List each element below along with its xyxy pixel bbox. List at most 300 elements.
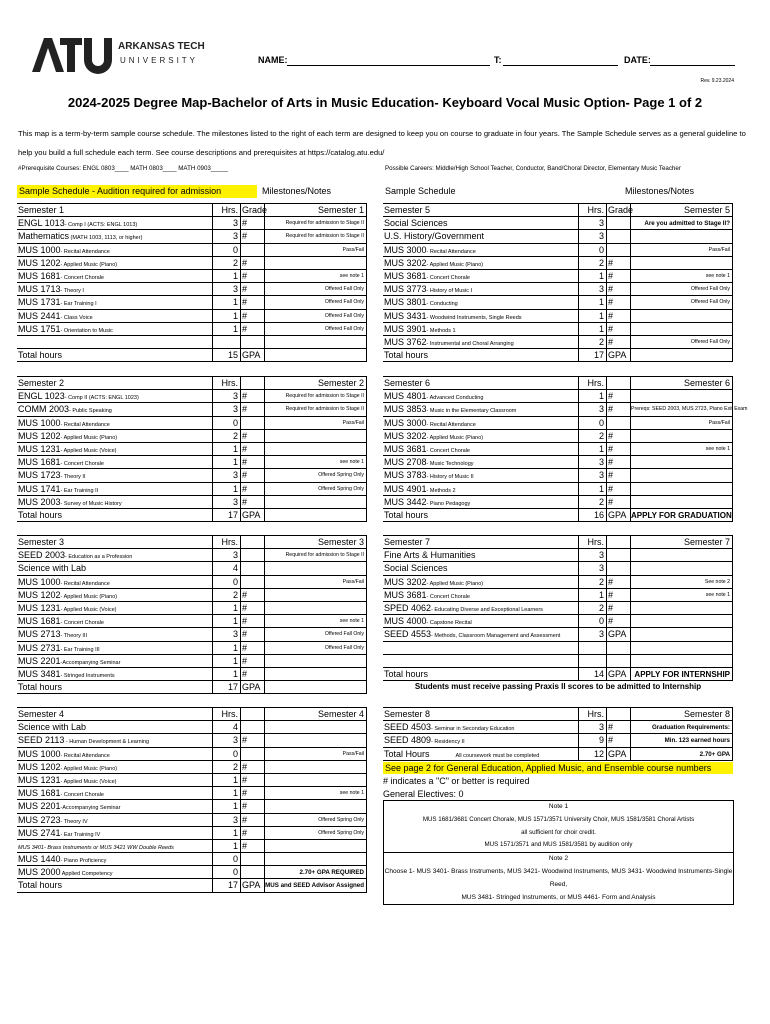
course-desc: - Woodwind Instruments, Single Reeds bbox=[426, 314, 522, 321]
milestone-note bbox=[631, 469, 733, 481]
course-hours: 1 bbox=[579, 296, 607, 308]
course-row bbox=[383, 602, 733, 615]
grade-header bbox=[607, 377, 631, 389]
course-row bbox=[383, 230, 733, 243]
grade-header: Grade bbox=[608, 205, 634, 215]
course-hours: 1 bbox=[213, 787, 241, 799]
course-grade[interactable]: # bbox=[241, 270, 265, 282]
total-row bbox=[17, 509, 367, 522]
milestone-note: Are you admitted to Stage II? bbox=[631, 217, 733, 229]
course-desc: - Concert Chorale bbox=[60, 792, 104, 799]
course-code: MUS 1681 bbox=[18, 457, 61, 468]
course-hours: 0 bbox=[213, 417, 241, 429]
semester-8 bbox=[383, 707, 733, 761]
course-cell bbox=[383, 323, 579, 335]
course-row bbox=[383, 336, 733, 349]
milestone-note bbox=[265, 443, 367, 455]
course-cell bbox=[383, 562, 579, 574]
course-desc: - Ear Training III bbox=[60, 646, 100, 653]
course-code: MUS 1681 bbox=[18, 270, 61, 281]
course-row bbox=[383, 615, 733, 628]
course-grade[interactable]: # bbox=[241, 496, 265, 508]
course-desc: - Concert Chorale bbox=[426, 447, 470, 454]
milestone-note: Required for admission to Stage II bbox=[265, 230, 367, 242]
course-grade[interactable]: # bbox=[607, 615, 631, 627]
hrs-header: Hrs. bbox=[213, 536, 241, 548]
course-grade[interactable]: # bbox=[607, 323, 631, 335]
course-cell bbox=[383, 230, 579, 242]
course-code: Science with Lab bbox=[18, 563, 87, 574]
course-hours bbox=[213, 336, 241, 348]
course-grade[interactable]: # bbox=[607, 257, 631, 269]
total-milestone: APPLY FOR GRADUATION bbox=[631, 510, 732, 520]
milestone-note bbox=[631, 323, 733, 335]
course-grade[interactable]: # bbox=[607, 296, 631, 308]
course-cell bbox=[383, 283, 579, 295]
course-hours: 3 bbox=[579, 217, 607, 229]
course-desc: - Theory III bbox=[60, 633, 88, 640]
course-hours: 3 bbox=[213, 217, 241, 229]
semester-header-row bbox=[383, 204, 733, 217]
course-hours: 4 bbox=[213, 562, 241, 574]
course-row bbox=[17, 496, 367, 509]
course-grade[interactable] bbox=[607, 655, 631, 667]
course-desc: - Capstone Recital bbox=[426, 620, 472, 627]
course-cell bbox=[383, 430, 579, 442]
course-hours: 1 bbox=[579, 483, 607, 495]
course-hours: 1 bbox=[579, 310, 607, 322]
milestone-title: Semester 3 bbox=[265, 536, 367, 548]
course-desc: - Applied Music (Piano) bbox=[60, 765, 118, 772]
course-grade[interactable] bbox=[241, 748, 265, 760]
course-cell bbox=[383, 270, 579, 282]
milestone-note bbox=[265, 589, 367, 601]
course-row bbox=[383, 549, 733, 562]
course-desc: - Piano Proficiency bbox=[60, 858, 107, 865]
course-row bbox=[17, 403, 367, 416]
milestone-note: Required for admission to Stage II bbox=[265, 217, 367, 229]
milestone-note: 2.70+ GPA REQUIRED bbox=[265, 866, 367, 878]
course-cell bbox=[17, 562, 213, 574]
course-row bbox=[17, 787, 367, 800]
course-row bbox=[383, 721, 733, 734]
milestone-note: Offered Spring Only bbox=[265, 827, 367, 839]
course-row bbox=[17, 602, 367, 615]
course-grade[interactable] bbox=[607, 244, 631, 256]
total-label-text: Total hours bbox=[18, 682, 63, 693]
course-row bbox=[17, 668, 367, 681]
course-grade[interactable]: # bbox=[241, 734, 265, 746]
course-row bbox=[383, 323, 733, 336]
course-row bbox=[17, 589, 367, 602]
course-row bbox=[383, 443, 733, 456]
course-grade[interactable]: # bbox=[241, 403, 265, 415]
milestone-note: Offered Spring Only bbox=[265, 469, 367, 481]
milestone-note bbox=[631, 230, 733, 242]
milestone-note: see note 1 bbox=[265, 615, 367, 627]
course-cell bbox=[17, 761, 213, 773]
course-desc: - Applied Music (Piano) bbox=[426, 261, 484, 268]
milestone-note: Required for admission to Stage II bbox=[265, 403, 367, 415]
date-field[interactable] bbox=[650, 65, 735, 66]
course-grade[interactable]: # bbox=[607, 270, 631, 282]
milestone-note: Offered Spring Only bbox=[265, 814, 367, 826]
course-grade[interactable] bbox=[241, 721, 265, 733]
date-label: DATE: bbox=[624, 55, 651, 65]
course-row bbox=[17, 443, 367, 456]
gpa-label: GPA bbox=[241, 879, 265, 891]
note1-line3: MUS 1571/3571 and MUS 1581/3581 by audition only bbox=[484, 841, 633, 849]
course-hours: 0 bbox=[579, 417, 607, 429]
course-code: ENGL 1013 bbox=[18, 218, 65, 229]
course-desc: - Instrumental and Choral Arranging bbox=[426, 340, 514, 347]
course-grade[interactable]: # bbox=[241, 602, 265, 614]
milestone-note: see note 1 bbox=[265, 456, 367, 468]
course-row bbox=[17, 469, 367, 482]
course-desc: - Concert Chorale bbox=[426, 274, 470, 281]
course-grade[interactable]: # bbox=[241, 296, 265, 308]
course-grade[interactable]: # bbox=[607, 336, 631, 348]
milestone-note: Pass/Fail bbox=[265, 748, 367, 760]
course-grade[interactable]: # bbox=[241, 655, 265, 667]
milestone-note bbox=[631, 642, 733, 654]
course-grade[interactable] bbox=[241, 417, 265, 429]
course-row bbox=[17, 853, 367, 866]
course-grade[interactable]: # bbox=[607, 483, 631, 495]
sample-schedule-right-header: Sample Schedule bbox=[385, 186, 456, 196]
course-code: MUS 2201 bbox=[18, 801, 61, 812]
course-cell bbox=[383, 549, 579, 561]
course-code: SEED 4553 bbox=[384, 629, 432, 640]
course-code: SEED 4503 bbox=[384, 722, 432, 733]
course-grade[interactable] bbox=[607, 562, 631, 574]
general-electives: General Electives: 0 bbox=[383, 789, 464, 799]
course-row bbox=[17, 840, 367, 853]
course-row bbox=[17, 866, 367, 879]
course-code: MUS 3681 bbox=[384, 589, 427, 600]
course-grade[interactable]: # bbox=[241, 456, 265, 468]
course-desc: - Music Technology bbox=[426, 461, 474, 468]
course-row bbox=[17, 549, 367, 562]
milestone-note bbox=[631, 655, 733, 667]
course-desc: MUS 3401- Brass Instruments or MUS 3421 WW Double Reeds bbox=[18, 844, 174, 851]
course-hours: 0 bbox=[213, 748, 241, 760]
total-milestone bbox=[265, 509, 367, 521]
milestone-note bbox=[265, 721, 367, 733]
course-desc: - History of Music II bbox=[426, 474, 474, 481]
course-grade[interactable]: # bbox=[607, 469, 631, 481]
milestone-note: Offered Fall Only bbox=[265, 283, 367, 295]
course-grade[interactable] bbox=[241, 866, 265, 878]
note2-title: Note 2 bbox=[384, 852, 733, 866]
course-grade[interactable] bbox=[607, 217, 631, 229]
course-desc: - Recital Attendance bbox=[60, 248, 110, 255]
course-grade[interactable]: # bbox=[241, 483, 265, 495]
course-grade[interactable]: # bbox=[241, 589, 265, 601]
course-row bbox=[17, 417, 367, 430]
course-code: MUS 3431 bbox=[384, 310, 427, 321]
course-desc: - Survey of Music History bbox=[60, 500, 122, 507]
total-label-text: Total Hours bbox=[384, 748, 430, 759]
course-grade[interactable]: GPA bbox=[607, 628, 631, 640]
course-grade[interactable] bbox=[241, 576, 265, 588]
course-hours: 0 bbox=[213, 866, 241, 878]
course-cell bbox=[17, 483, 213, 495]
course-code: MUS 1231 bbox=[18, 602, 61, 613]
milestone-note: Pass/Fail bbox=[265, 417, 367, 429]
course-grade[interactable]: # bbox=[607, 403, 631, 415]
total-milestone: 2.70+ GPA bbox=[631, 748, 733, 760]
course-cell bbox=[17, 403, 213, 415]
course-cell bbox=[17, 549, 213, 561]
course-grade[interactable]: # bbox=[607, 576, 631, 588]
milestone-title: Semester 4 bbox=[265, 708, 367, 720]
t-field[interactable] bbox=[503, 65, 618, 66]
course-cell bbox=[17, 283, 213, 295]
course-desc: -Accompanying Seminar bbox=[60, 659, 121, 666]
milestone-note bbox=[631, 257, 733, 269]
milestone-note bbox=[265, 774, 367, 786]
course-desc: - Conducting bbox=[426, 301, 458, 308]
course-grade[interactable] bbox=[241, 549, 265, 561]
course-row bbox=[383, 403, 748, 416]
milestone-note: see note 1 bbox=[265, 787, 367, 799]
course-grade[interactable]: # bbox=[241, 310, 265, 322]
milestone-note: Min. 123 earned hours bbox=[631, 734, 733, 746]
course-grade[interactable]: # bbox=[241, 774, 265, 786]
course-code: ENGL 1023 bbox=[18, 391, 65, 402]
course-code: MUS 1731 bbox=[18, 297, 61, 308]
course-hours: 1 bbox=[213, 456, 241, 468]
course-grade[interactable] bbox=[241, 853, 265, 865]
milestone-note: Pass/Fail bbox=[631, 244, 733, 256]
total-row bbox=[17, 681, 367, 694]
course-code: MUS 4801 bbox=[384, 391, 427, 402]
course-cell bbox=[383, 721, 579, 733]
course-cell bbox=[17, 323, 213, 335]
hrs-header: Hrs. bbox=[579, 708, 607, 720]
course-hours: 2 bbox=[213, 761, 241, 773]
course-code: MUS 1000 bbox=[18, 576, 61, 587]
course-desc: - Ear Training II bbox=[60, 487, 99, 494]
course-grade[interactable]: # bbox=[607, 496, 631, 508]
course-desc: - Theory I bbox=[60, 288, 84, 295]
course-grade[interactable] bbox=[241, 244, 265, 256]
intro-text: This map is a term-by-term sample course schedule. The milestones listed to the right of each term are designed to keep you on course to graduate in four years. The Sample Schedule serves as a general guideline to help you build a full schedule each term. See course descriptions and prerequisites at https://catalog.atu.edu/ bbox=[18, 129, 746, 157]
course-code: MUS 1751 bbox=[18, 323, 61, 334]
course-desc: - Music in the Elementary Classroom bbox=[426, 408, 517, 415]
course-grade[interactable]: # bbox=[607, 310, 631, 322]
course-code: SEED 2113 bbox=[18, 735, 65, 746]
course-grade[interactable] bbox=[607, 549, 631, 561]
total-row bbox=[383, 349, 733, 362]
course-code: MUS 3762 bbox=[384, 336, 427, 347]
course-grade[interactable]: # bbox=[607, 589, 631, 601]
course-grade[interactable]: # bbox=[607, 283, 631, 295]
course-code: MUS 1741 bbox=[18, 483, 61, 494]
course-cell bbox=[17, 390, 213, 402]
course-hours: 2 bbox=[579, 336, 607, 348]
course-desc: - Ear Training I bbox=[60, 301, 97, 308]
course-grade[interactable]: # bbox=[241, 230, 265, 242]
course-desc: - Applied Music (Piano) bbox=[426, 434, 484, 441]
course-grade[interactable]: # bbox=[241, 840, 265, 852]
semester-header-row bbox=[17, 204, 367, 217]
course-hours: 2 bbox=[579, 576, 607, 588]
course-cell bbox=[17, 270, 213, 282]
total-row bbox=[17, 879, 367, 892]
milestone-note bbox=[265, 761, 367, 773]
course-code: Social Sciences bbox=[384, 218, 448, 229]
course-grade[interactable] bbox=[607, 642, 631, 654]
course-desc: - Recital Attendance bbox=[426, 248, 476, 255]
course-hours: 3 bbox=[213, 469, 241, 481]
total-hours-value: 17 bbox=[213, 681, 241, 693]
course-grade[interactable]: # bbox=[241, 628, 265, 640]
name-field[interactable] bbox=[287, 65, 490, 66]
course-cell bbox=[17, 430, 213, 442]
course-grade[interactable]: # bbox=[241, 814, 265, 826]
milestone-note: Offered Fall Only bbox=[631, 296, 733, 308]
course-hours: 3 bbox=[213, 283, 241, 295]
course-grade[interactable]: # bbox=[241, 800, 265, 812]
course-grade[interactable]: # bbox=[241, 642, 265, 654]
milestone-title: Semester 1 bbox=[265, 204, 367, 216]
milestone-note: Offered Fall Only bbox=[631, 283, 733, 295]
course-code: MUS 3681 bbox=[384, 270, 427, 281]
hrs-header: Hrs. bbox=[579, 377, 607, 389]
course-grade[interactable]: # bbox=[607, 443, 631, 455]
course-cell bbox=[17, 244, 213, 256]
course-grade[interactable]: # bbox=[241, 430, 265, 442]
course-cell bbox=[17, 814, 213, 826]
course-desc: - Concert Chorale bbox=[60, 274, 104, 281]
course-desc: - Stringed Instruments bbox=[60, 672, 115, 679]
course-grade[interactable]: # bbox=[241, 668, 265, 680]
course-cell bbox=[383, 244, 579, 256]
course-cell bbox=[383, 443, 579, 455]
course-grade[interactable]: # bbox=[241, 217, 265, 229]
course-cell bbox=[17, 774, 213, 786]
course-hours: 3 bbox=[213, 403, 241, 415]
milestone-note bbox=[631, 390, 733, 402]
course-grade[interactable]: # bbox=[241, 827, 265, 839]
course-desc: - Recital Attendance bbox=[60, 752, 110, 759]
course-grade[interactable]: # bbox=[241, 615, 265, 627]
course-cell bbox=[383, 257, 579, 269]
course-grade[interactable]: # bbox=[241, 283, 265, 295]
course-grade[interactable]: # bbox=[241, 443, 265, 455]
course-grade[interactable]: # bbox=[607, 602, 631, 614]
course-row bbox=[17, 655, 367, 668]
course-code: MUS 1202 bbox=[18, 761, 61, 772]
logo-line1: ARKANSAS TECH bbox=[118, 41, 205, 52]
milestone-note bbox=[265, 257, 367, 269]
course-code: MUS 3481 bbox=[18, 668, 61, 679]
page-title: 2024-2025 Degree Map-Bachelor of Arts in Music Education- Keyboard Vocal Music Option- Page 1 of 2 bbox=[67, 95, 703, 110]
semester-title: Semester 6 bbox=[383, 377, 579, 389]
course-grade[interactable]: # bbox=[241, 761, 265, 773]
course-grade[interactable]: # bbox=[607, 456, 631, 468]
course-grade[interactable]: # bbox=[241, 323, 265, 335]
total-hours-label bbox=[17, 349, 213, 361]
course-desc: - Theory IV bbox=[60, 818, 88, 825]
course-desc: - Orientation to Music bbox=[60, 327, 113, 334]
course-grade[interactable] bbox=[241, 336, 265, 348]
course-hours: 2 bbox=[579, 430, 607, 442]
course-grade[interactable]: # bbox=[241, 469, 265, 481]
course-grade[interactable]: # bbox=[607, 721, 631, 733]
semester-title: Semester 2 bbox=[17, 377, 213, 389]
course-desc: - Residency II bbox=[431, 739, 465, 746]
course-code: MUS 3681 bbox=[384, 443, 427, 454]
course-grade[interactable]: # bbox=[241, 257, 265, 269]
course-hours bbox=[579, 642, 607, 654]
course-grade[interactable]: # bbox=[607, 390, 631, 402]
course-hours: 0 bbox=[213, 576, 241, 588]
course-cell bbox=[17, 800, 213, 812]
course-row bbox=[383, 734, 733, 747]
course-code: MUS 2723 bbox=[18, 814, 61, 825]
course-hours: 1 bbox=[579, 443, 607, 455]
course-grade[interactable] bbox=[607, 417, 631, 429]
course-hours: 0 bbox=[213, 244, 241, 256]
course-code: COMM 2003 bbox=[18, 404, 70, 415]
hrs-header: Hrs. bbox=[213, 377, 241, 389]
semester-5 bbox=[383, 203, 733, 362]
total-milestone: MUS and SEED Advisor Assigned bbox=[265, 879, 367, 891]
course-cell bbox=[17, 787, 213, 799]
course-grade[interactable] bbox=[241, 562, 265, 574]
course-desc: - Class Voice bbox=[60, 314, 93, 321]
course-code: MUS 2201 bbox=[18, 655, 61, 666]
course-hours: 3 bbox=[579, 456, 607, 468]
course-grade[interactable] bbox=[607, 230, 631, 242]
milestone-note bbox=[631, 430, 733, 442]
course-cell bbox=[383, 390, 579, 402]
course-grade[interactable]: # bbox=[607, 734, 631, 746]
course-code: MUS 2000 bbox=[18, 867, 61, 878]
course-code: MUS 3853 bbox=[384, 404, 427, 415]
course-row bbox=[383, 310, 733, 323]
milestone-note bbox=[265, 800, 367, 812]
course-grade[interactable]: # bbox=[241, 787, 265, 799]
course-hours: 3 bbox=[579, 469, 607, 481]
milestone-title: Semester 5 bbox=[631, 204, 733, 216]
course-cell bbox=[17, 734, 213, 746]
course-row bbox=[17, 310, 367, 323]
milestone-title: Semester 2 bbox=[265, 377, 367, 389]
total-row bbox=[383, 748, 733, 761]
milestone-note bbox=[631, 549, 733, 561]
course-row bbox=[383, 589, 733, 602]
course-cell bbox=[17, 257, 213, 269]
total-hours-label bbox=[383, 509, 579, 521]
total-row bbox=[383, 509, 733, 522]
course-grade[interactable]: # bbox=[607, 430, 631, 442]
course-code: MUS 1000 bbox=[18, 417, 61, 428]
gpa-label: GPA bbox=[607, 509, 631, 521]
grade-header bbox=[607, 536, 631, 548]
course-desc: - Advanced Conducting bbox=[426, 395, 484, 402]
semester-header-row bbox=[383, 708, 733, 721]
grade-header bbox=[607, 708, 631, 720]
course-desc: - Applied Music (Piano) bbox=[60, 434, 118, 441]
course-code: MUS 3901 bbox=[384, 323, 427, 334]
course-cell bbox=[383, 310, 579, 322]
course-grade[interactable]: # bbox=[241, 390, 265, 402]
course-row bbox=[17, 748, 367, 761]
